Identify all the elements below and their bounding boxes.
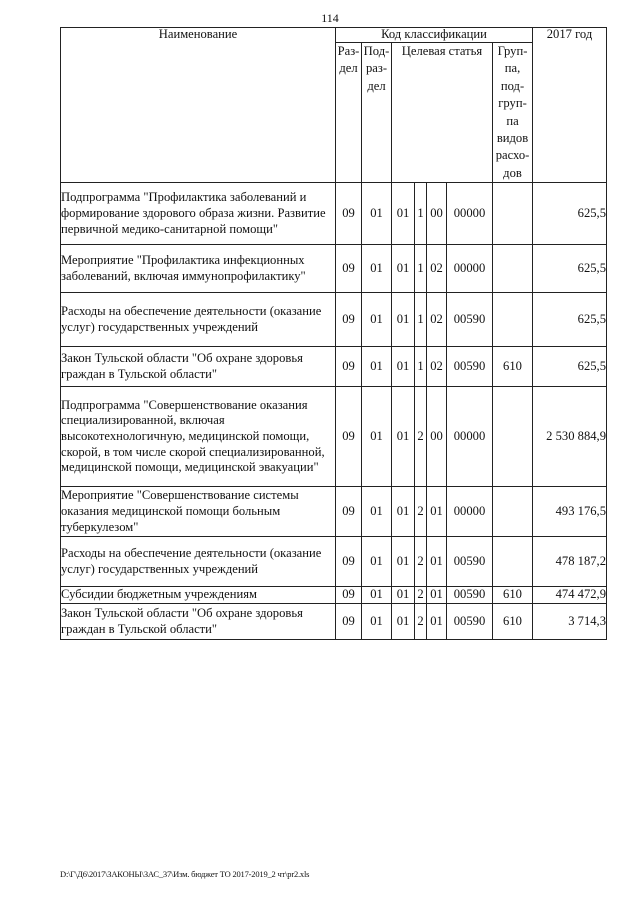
cell-name: Подпрограмма "Совершенствование оказания специализированной, включая высокотехнологичную, медицинской помощи, скорой, в том числе скорой специализированной, медицинской помощи, медицинской эвакуации" <box>61 387 336 487</box>
table-row <box>61 604 607 640</box>
cell-name: Расходы на обеспечение деятельности (оказание услуг) государственных учреждений <box>61 537 336 587</box>
header-code <box>336 28 533 43</box>
cell-amount: 2 530 884,9 <box>533 387 607 487</box>
header-row-top <box>61 28 607 43</box>
cell-section: 09 <box>336 183 362 245</box>
cell-t2: 1 <box>415 183 427 245</box>
cell-amount: 625,5 <box>533 245 607 293</box>
table-row <box>61 487 607 537</box>
header-year-label: 2017 год <box>546 27 593 41</box>
cell-group: 610 <box>493 347 533 387</box>
cell-group <box>493 387 533 487</box>
cell-group <box>493 183 533 245</box>
cell-t3: 00 <box>427 183 447 245</box>
cell-amount: 474 472,9 <box>533 587 607 604</box>
cell-amount: 493 176,5 <box>533 487 607 537</box>
cell-amount: 625,5 <box>533 347 607 387</box>
cell-amount: 3 714,3 <box>533 604 607 640</box>
cell-t4: 00590 <box>447 604 493 640</box>
cell-subsection: 01 <box>362 587 392 604</box>
cell-t2: 1 <box>415 347 427 387</box>
table-body <box>61 183 607 640</box>
cell-t4: 00000 <box>447 387 493 487</box>
cell-section: 09 <box>336 387 362 487</box>
cell-t3: 02 <box>427 245 447 293</box>
cell-t3: 02 <box>427 293 447 347</box>
cell-section: 09 <box>336 537 362 587</box>
cell-t1: 01 <box>392 387 415 487</box>
cell-t1: 01 <box>392 245 415 293</box>
header-group: Груп- па, под- груп- па видов расхо- дов <box>493 43 533 183</box>
budget-table <box>60 27 607 640</box>
header-section: Раз- дел <box>336 43 362 183</box>
cell-t4: 00000 <box>447 245 493 293</box>
cell-name: Субсидии бюджетным учреждениям <box>61 587 336 604</box>
cell-group <box>493 245 533 293</box>
cell-group <box>493 487 533 537</box>
cell-t4: 00590 <box>447 587 493 604</box>
cell-group <box>493 537 533 587</box>
cell-subsection: 01 <box>362 245 392 293</box>
header-target: Целевая статья <box>392 43 493 183</box>
cell-t4: 00590 <box>447 347 493 387</box>
cell-name: Расходы на обеспечение деятельности (оказание услуг) государственных учреждений <box>61 293 336 347</box>
cell-t1: 01 <box>392 347 415 387</box>
cell-t2: 1 <box>415 245 427 293</box>
cell-subsection: 01 <box>362 183 392 245</box>
table-row <box>61 183 607 245</box>
cell-t1: 01 <box>392 487 415 537</box>
cell-section: 09 <box>336 587 362 604</box>
cell-t3: 01 <box>427 537 447 587</box>
cell-t2: 2 <box>415 487 427 537</box>
cell-group <box>493 293 533 347</box>
cell-t2: 2 <box>415 587 427 604</box>
cell-t2: 1 <box>415 293 427 347</box>
cell-t4: 00590 <box>447 537 493 587</box>
cell-section: 09 <box>336 293 362 347</box>
cell-name: Мероприятие "Совершенствование системы оказания медицинской помощи больным туберкулезом" <box>61 487 336 537</box>
cell-t3: 01 <box>427 604 447 640</box>
header-code-label: Код классификации <box>381 27 487 41</box>
table-row <box>61 293 607 347</box>
table-row <box>61 347 607 387</box>
cell-t1: 01 <box>392 587 415 604</box>
cell-group: 610 <box>493 587 533 604</box>
cell-amount: 625,5 <box>533 293 607 347</box>
cell-section: 09 <box>336 487 362 537</box>
header-subsection: Под- раз- дел <box>362 43 392 183</box>
cell-t1: 01 <box>392 537 415 587</box>
cell-t2: 2 <box>415 537 427 587</box>
table-row <box>61 537 607 587</box>
table-row <box>61 245 607 293</box>
cell-subsection: 01 <box>362 387 392 487</box>
cell-t1: 01 <box>392 604 415 640</box>
header-name <box>61 28 336 183</box>
cell-amount: 478 187,2 <box>533 537 607 587</box>
cell-t3: 01 <box>427 587 447 604</box>
cell-subsection: 01 <box>362 293 392 347</box>
cell-t2: 2 <box>415 604 427 640</box>
cell-name: Закон Тульской области "Об охране здоровья граждан в Тульской области" <box>61 604 336 640</box>
cell-name: Мероприятие "Профилактика инфекционных заболеваний, включая иммунопрофилактику" <box>61 245 336 293</box>
cell-subsection: 01 <box>362 537 392 587</box>
cell-t3: 01 <box>427 487 447 537</box>
cell-name: Подпрограмма "Профилактика заболеваний и формирование здорового образа жизни. Развитие первичной медико-санитарной помощи" <box>61 183 336 245</box>
cell-group: 610 <box>493 604 533 640</box>
file-path-footer: D:\Г\Д6\2017\ЗАКОНЫ\ЗАС_37\Изм. бюджет ТО 2017-2019_2 чт\pr2.xls <box>60 869 310 879</box>
header-name-label: Наименование <box>158 27 238 41</box>
cell-t4: 00000 <box>447 487 493 537</box>
table-row <box>61 587 607 604</box>
cell-t1: 01 <box>392 293 415 347</box>
cell-t1: 01 <box>392 183 415 245</box>
table-row <box>61 387 607 487</box>
cell-t4: 00590 <box>447 293 493 347</box>
header-year <box>533 28 607 183</box>
cell-subsection: 01 <box>362 604 392 640</box>
cell-amount: 625,5 <box>533 183 607 245</box>
cell-t2: 2 <box>415 387 427 487</box>
cell-section: 09 <box>336 347 362 387</box>
cell-subsection: 01 <box>362 487 392 537</box>
page-number: 114 <box>321 11 339 25</box>
cell-subsection: 01 <box>362 347 392 387</box>
cell-t4: 00000 <box>447 183 493 245</box>
cell-section: 09 <box>336 604 362 640</box>
cell-section: 09 <box>336 245 362 293</box>
cell-name: Закон Тульской области "Об охране здоровья граждан в Тульской области" <box>61 347 336 387</box>
cell-t3: 02 <box>427 347 447 387</box>
cell-t3: 00 <box>427 387 447 487</box>
